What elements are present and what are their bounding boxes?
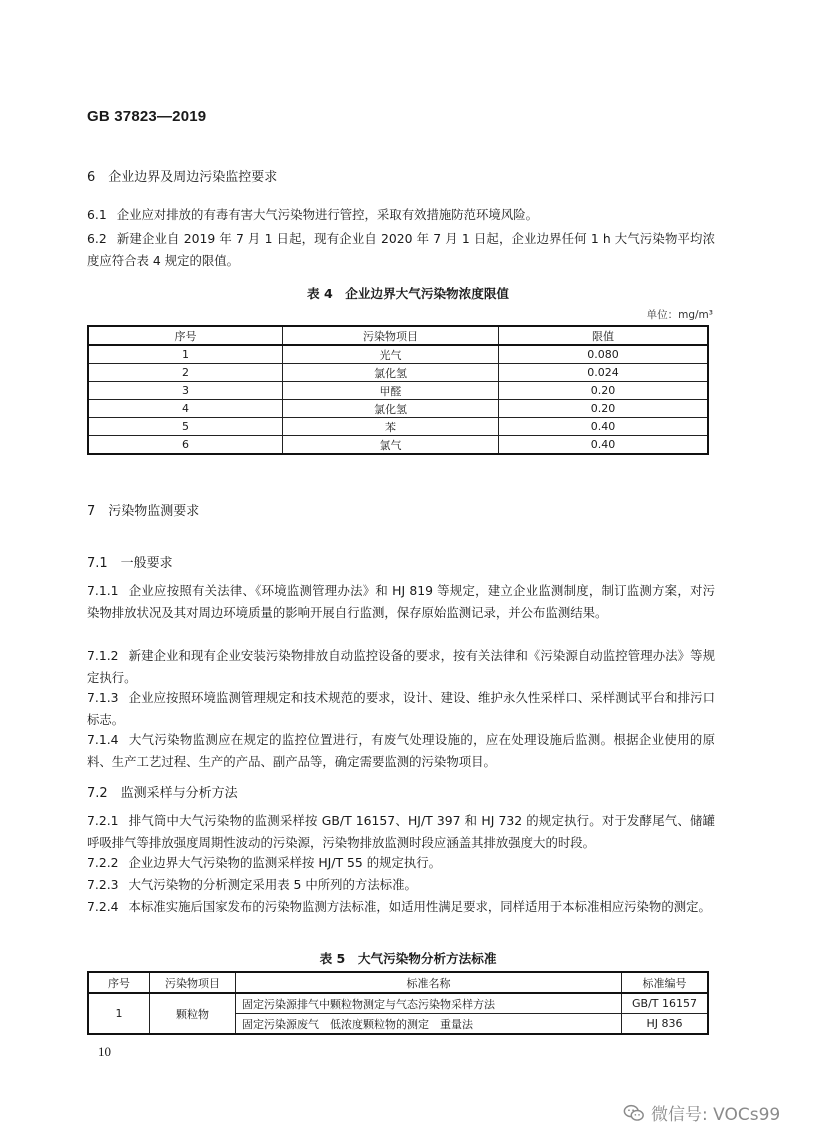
clause-number: 7.1.1 [87, 583, 119, 598]
table-cell: 1 [88, 993, 150, 1034]
table-row [88, 418, 708, 436]
table-cell: 0.080 [499, 345, 709, 364]
table-cell: 氯气 [283, 436, 499, 455]
table-cell: 5 [88, 418, 283, 436]
table4-header: 限值 [499, 326, 709, 345]
table-row [88, 993, 708, 1014]
table-cell: 光气 [283, 345, 499, 364]
table4-header: 污染物项目 [283, 326, 499, 345]
clause-7-1-4 [87, 729, 715, 773]
section-7-title: 7 污染物监测要求 [87, 504, 200, 519]
table5-header: 序号 [88, 972, 150, 993]
standard-code: GB 37823—2019 [87, 108, 207, 125]
table-row [88, 382, 708, 400]
table-cell: 颗粒物 [150, 993, 236, 1034]
clause-text: 企业边界大气污染物的监测采样按 HJ/T 55 的规定执行。 [128, 855, 442, 870]
subsection-7-1-title: 7.1 一般要求 [87, 556, 173, 571]
table-cell: 4 [88, 400, 283, 418]
table4-unit: 单位：mg/m³ [646, 309, 713, 321]
table5-caption: 表 5 大气污染物分析方法标准 [319, 951, 497, 966]
clause-number: 7.1.2 [87, 648, 119, 663]
clause-7-1-1 [87, 580, 715, 624]
clause-number: 7.2.1 [87, 813, 119, 828]
clause-number: 7.2.4 [87, 899, 119, 914]
wechat-icon [623, 1102, 645, 1124]
table4 [87, 325, 709, 455]
clause-text: 新建企业和现有企业安装污染物排放自动监控设备的要求，按有关法律和《污染源自动监控管理办法》等规定执行。 [87, 648, 715, 685]
watermark-text: 微信号: VOCs99 [651, 1105, 781, 1125]
table-cell: 6 [88, 436, 283, 455]
table-cell: 氯化氢 [283, 364, 499, 382]
clause-7-2-4 [87, 896, 715, 918]
table-cell: 苯 [283, 418, 499, 436]
clause-text: 排气筒中大气污染物的监测采样按 GB/T 16157、HJ/T 397 和 HJ 732 的规定执行。对于发酵尾气、储罐呼吸排气等排放强度周期性波动的污染源，污染物排放监测时段应涵盖其排放强度大的时段。 [87, 813, 715, 850]
table-cell: 2 [88, 364, 283, 382]
table5-header: 标准名称 [236, 972, 622, 993]
clause-6-2 [87, 228, 715, 272]
clause-6-1 [87, 204, 715, 226]
section-6-title: 6 企业边界及周边污染监控要求 [87, 170, 278, 185]
table-cell: 甲醛 [283, 382, 499, 400]
clause-number: 7.1.4 [87, 732, 119, 747]
table-cell: 1 [88, 345, 283, 364]
clause-number: 7.2.3 [87, 877, 119, 892]
clause-7-2-1 [87, 810, 715, 854]
table5 [87, 971, 709, 1035]
clause-number: 6.2 [87, 231, 107, 246]
table-cell: GB/T 16157 [622, 993, 709, 1014]
clause-text: 企业应按照环境监测管理规定和技术规范的要求，设计、建设、维护永久性采样口、采样测试平台和排污口标志。 [87, 690, 715, 727]
clause-text: 企业应对排放的有毒有害大气污染物进行管控，采取有效措施防范环境风险。 [116, 207, 538, 222]
page-number: 10 [98, 1044, 111, 1059]
table-cell: 氯化氢 [283, 400, 499, 418]
table-cell: 固定污染源废气 低浓度颗粒物的测定 重量法 [236, 1014, 622, 1035]
watermark [623, 1100, 780, 1125]
clause-7-1-3 [87, 687, 715, 731]
table-row [88, 436, 708, 455]
subsection-7-2-title: 7.2 监测采样与分析方法 [87, 786, 238, 801]
clause-text: 企业应按照有关法律、《环境监测管理办法》和 HJ 819 等规定，建立企业监测制度，制订监测方案，对污染物排放状况及其对周边环境质量的影响开展自行监测，保存原始监测记录，并公布监测结果。 [87, 583, 715, 620]
clause-number: 7.1.3 [87, 690, 119, 705]
table-row [88, 345, 708, 364]
clause-text: 新建企业自 2019 年 7 月 1 日起，现有企业自 2020 年 7 月 1 日起，企业边界任何 1 h 大气污染物平均浓度应符合表 4 规定的限值。 [87, 231, 715, 268]
table4-caption: 表 4 企业边界大气污染物浓度限值 [306, 286, 510, 301]
table4-header: 序号 [88, 326, 283, 345]
clause-number: 7.2.2 [87, 855, 119, 870]
clause-7-2-3 [87, 874, 715, 896]
table-row [88, 364, 708, 382]
clause-7-2-2 [87, 852, 715, 874]
table-cell: 0.024 [499, 364, 709, 382]
table-cell: 0.20 [499, 400, 709, 418]
table-cell: 0.20 [499, 382, 709, 400]
clause-text: 本标准实施后国家发布的污染物监测方法标准，如适用性满足要求，同样适用于本标准相应污染物的测定。 [128, 899, 711, 914]
table-row [88, 400, 708, 418]
table-cell: 3 [88, 382, 283, 400]
table5-header: 污染物项目 [150, 972, 236, 993]
table-cell: 0.40 [499, 418, 709, 436]
table-cell: 固定污染源排气中颗粒物测定与气态污染物采样方法 [236, 993, 622, 1014]
clause-text: 大气污染物的分析测定采用表 5 中所列的方法标准。 [128, 877, 417, 892]
table-cell: 0.40 [499, 436, 709, 455]
clause-number: 6.1 [87, 207, 107, 222]
clause-text: 大气污染物监测应在规定的监控位置进行，有废气处理设施的，应在处理设施后监测。根据企业使用的原料、生产工艺过程、生产的产品、副产品等，确定需要监测的污染物项目。 [87, 732, 715, 769]
table5-header: 标准编号 [622, 972, 709, 993]
table-cell: HJ 836 [622, 1014, 709, 1035]
clause-7-1-2 [87, 645, 715, 689]
